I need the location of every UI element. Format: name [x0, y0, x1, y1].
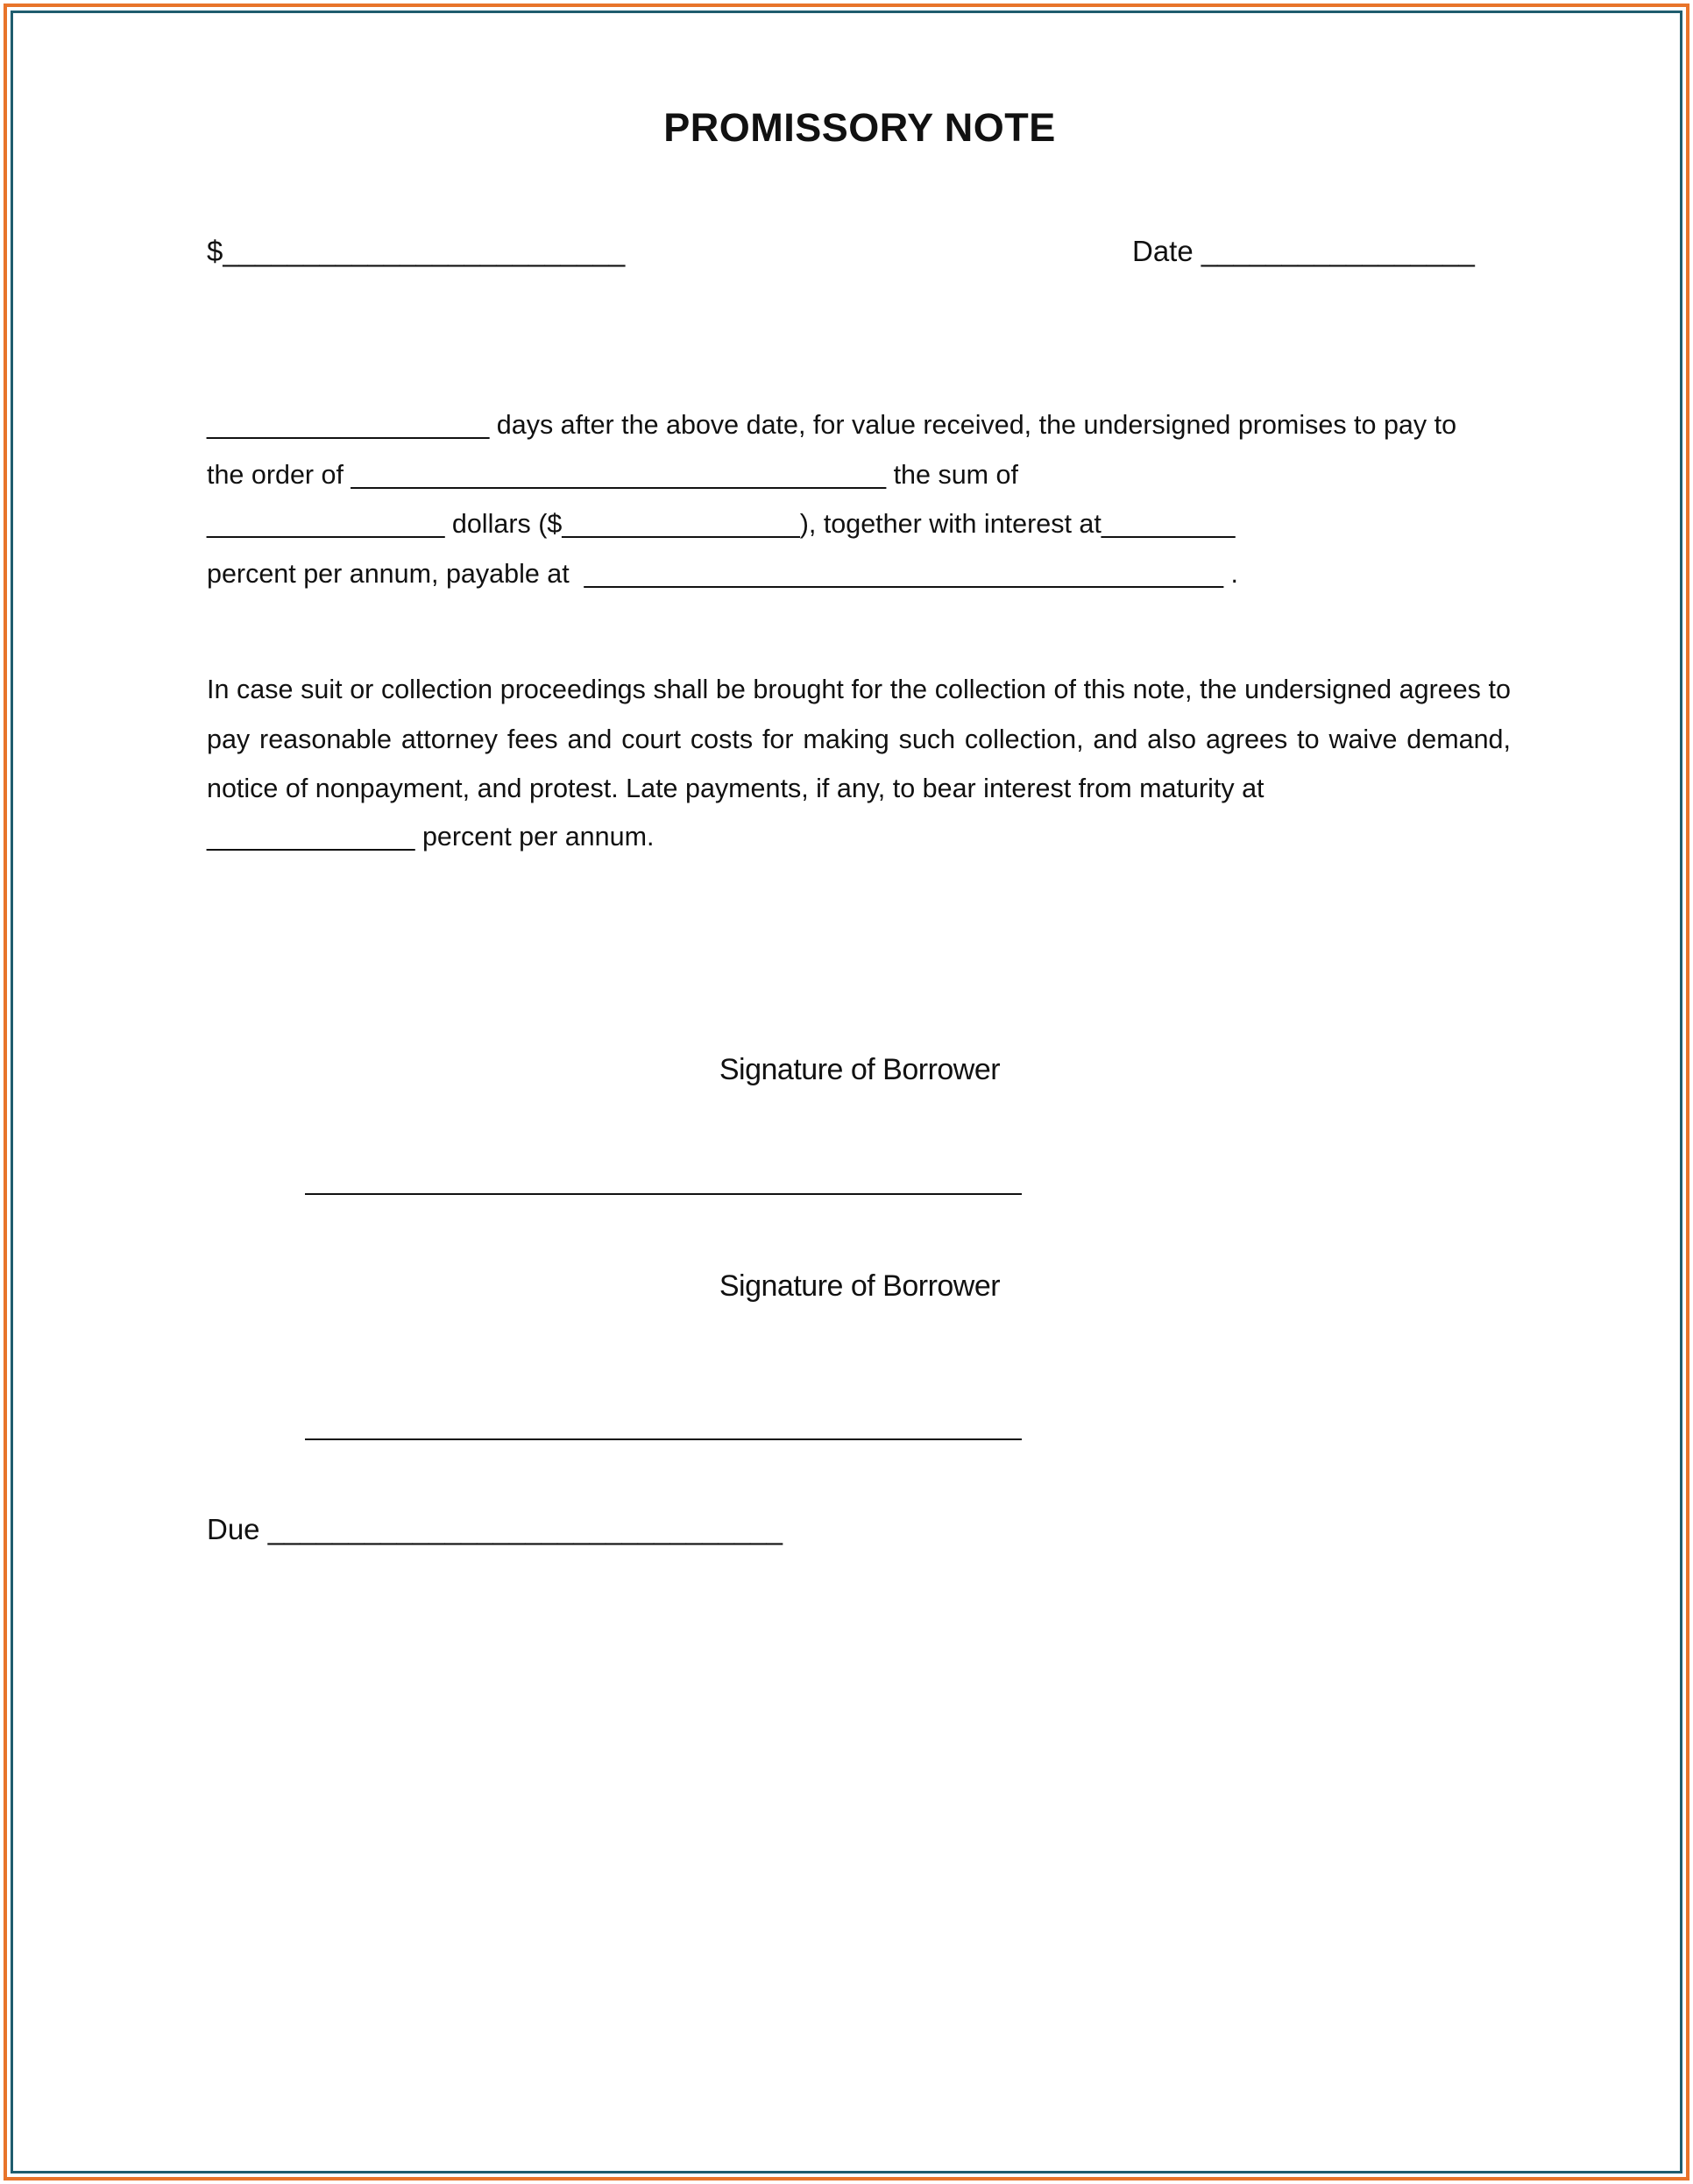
document-title: PROMISSORY NOTE	[663, 105, 1056, 150]
signature-line-2	[305, 1438, 1022, 1440]
amount-field: $_________________________	[207, 235, 626, 267]
signature-label-2: Signature of Borrower	[719, 1269, 1001, 1303]
signature-label-1: Signature of Borrower	[719, 1053, 1001, 1086]
terms-line-1: ___________________ days after the above date, for value received, the undersigned promises to pay to	[207, 410, 1457, 440]
terms-line-2: the order of ____________________________________ the sum of	[207, 460, 1018, 490]
terms-line-4: percent per annum, payable at ___________________________________________ .	[207, 559, 1239, 589]
collection-clause	[207, 665, 1511, 814]
terms-line-3: ________________ dollars ($________________), together with interest at_________	[207, 509, 1236, 539]
signature-line-1	[305, 1193, 1022, 1195]
due-field: Due ________________________________	[207, 1513, 783, 1545]
date-field: Date _________________	[1132, 235, 1475, 267]
collection-clause-text: In case suit or collection proceedings shall be brought for the collection of this note, the undersigned agrees to pay reasonable attorney fees and court costs for making such collection, and also agrees to waive demand, notice of nonpayment, and protest. Late payments, if any, to bear interest from maturity at	[207, 675, 1511, 803]
late-interest-field: ______________ percent per annum.	[207, 822, 655, 852]
